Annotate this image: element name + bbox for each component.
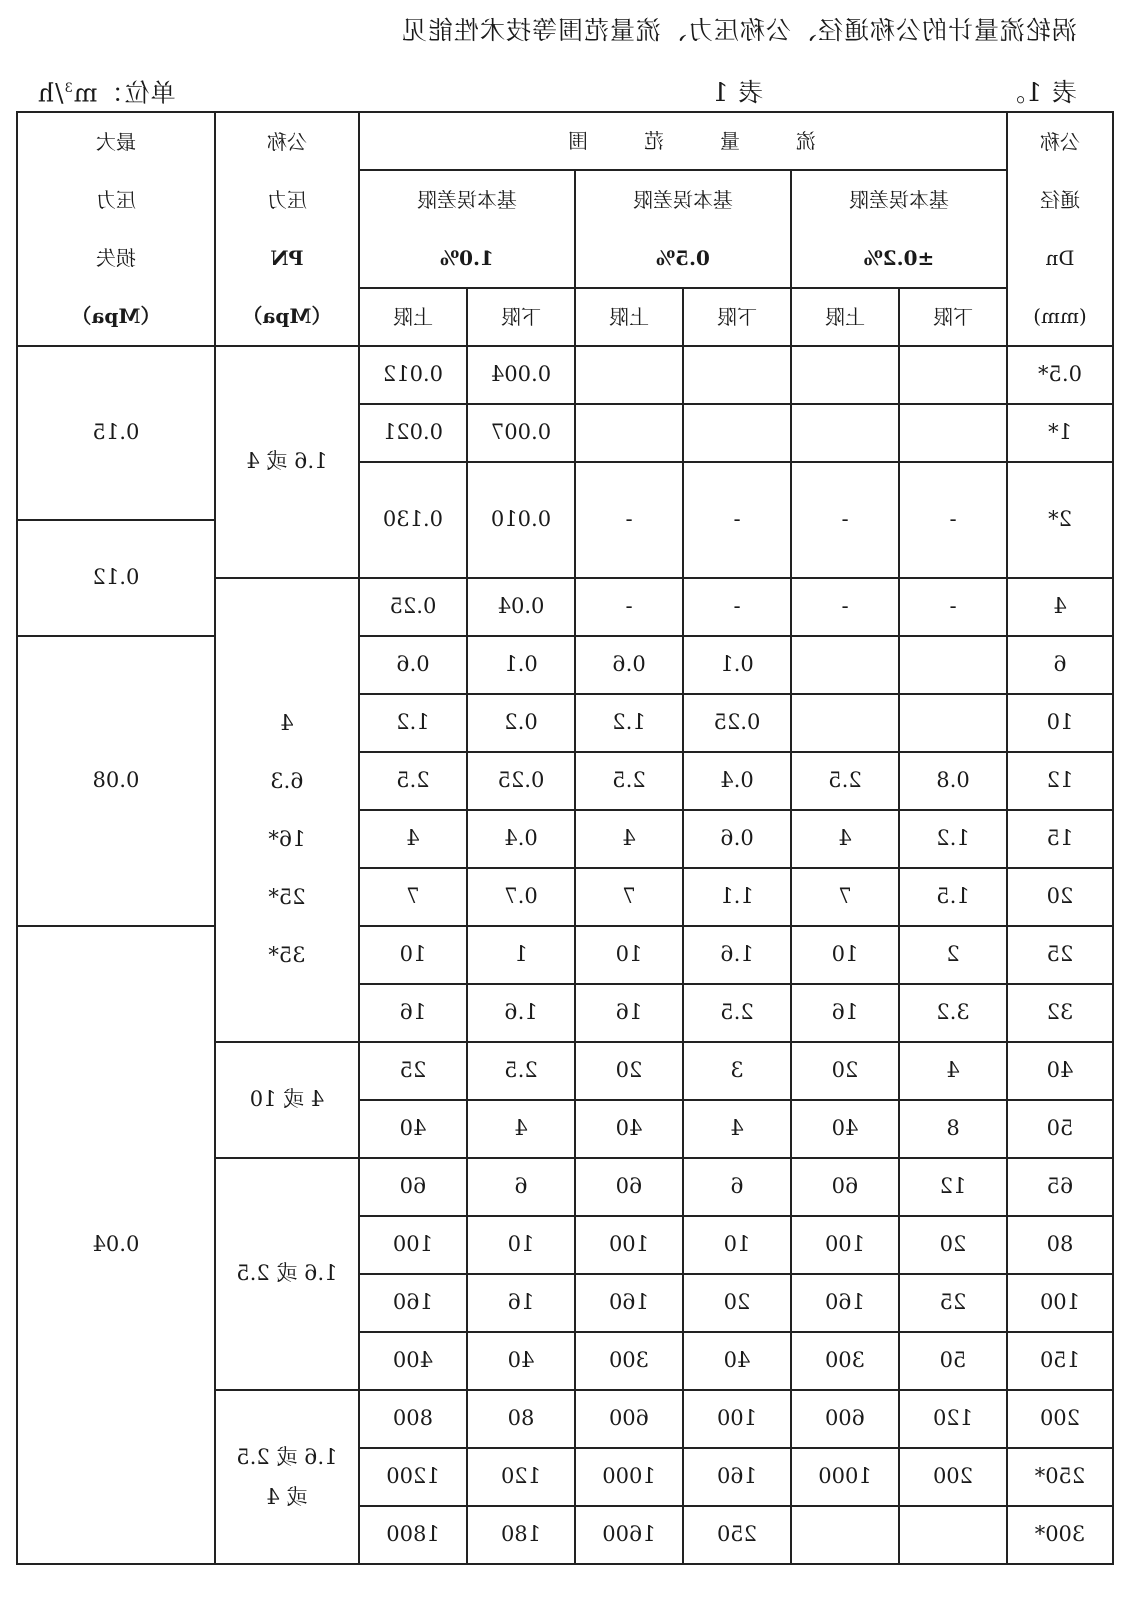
table-cell: - xyxy=(791,462,899,578)
table-cell: 0.6 xyxy=(359,636,467,694)
table-cell: 15 xyxy=(1007,810,1113,868)
table-cell: 80 xyxy=(467,1390,575,1448)
table-cell xyxy=(683,346,791,404)
table-cell: 32 xyxy=(1007,984,1113,1042)
table-cell: 2.5 xyxy=(791,752,899,810)
table-cell: 20 xyxy=(1007,868,1113,926)
table-row xyxy=(17,926,1113,984)
pn-group-5: 1.6 或 2.5 或 4 xyxy=(215,1390,359,1564)
table-cell: 0.7 xyxy=(467,868,575,926)
table-cell: 160 xyxy=(575,1274,683,1332)
table-cell: 300 xyxy=(575,1332,683,1390)
table-cell: 1 xyxy=(467,926,575,984)
table-cell xyxy=(899,1506,1007,1564)
table-cell: 80 xyxy=(1007,1216,1113,1274)
intro-line-1: 涡轮流量计的公称通径、公称压力、流量范围等技术性能见 xyxy=(400,16,1077,45)
table-cell: 0.04 xyxy=(467,578,575,636)
table-cell: 100 xyxy=(1007,1274,1113,1332)
table-cell: 300* xyxy=(1007,1506,1113,1564)
intro-table-reference: 表 1。 xyxy=(999,78,1077,108)
header-upper: 上限 xyxy=(575,288,683,346)
table-cell: 4 xyxy=(359,810,467,868)
table-cell: 50 xyxy=(1007,1100,1113,1158)
pn-group-2: 4 6.3 16* 25* 35* xyxy=(215,578,359,1042)
loss-group-4: 0.04 xyxy=(17,926,215,1564)
table-cell: 7 xyxy=(575,868,683,926)
table-cell: - xyxy=(899,462,1007,578)
table-cell: 60 xyxy=(575,1158,683,1216)
table-cell: 16 xyxy=(791,984,899,1042)
header-lower: 下限 xyxy=(683,288,791,346)
table-cell: 7 xyxy=(791,868,899,926)
table-cell: 0.4 xyxy=(683,752,791,810)
table-cell: 1800 xyxy=(359,1506,467,1564)
intro-text xyxy=(37,2,1077,122)
table-cell: 0.1 xyxy=(467,636,575,694)
table-cell: 0.6 xyxy=(575,636,683,694)
header-lower: 下限 xyxy=(899,288,1007,346)
table-cell: 250* xyxy=(1007,1448,1113,1506)
table-cell: 2 xyxy=(899,926,1007,984)
table-cell: 3.2 xyxy=(899,984,1007,1042)
table-cell: 1.2 xyxy=(359,694,467,752)
table-cell: - xyxy=(683,462,791,578)
table-cell: 10 xyxy=(359,926,467,984)
table-cell: 4 xyxy=(899,1042,1007,1100)
table-caption: 表 1 xyxy=(711,78,764,108)
table-cell: 0.004 xyxy=(467,346,575,404)
table-cell: 2.5 xyxy=(467,1042,575,1100)
table-cell: 12 xyxy=(1007,752,1113,810)
table-cell: 10 xyxy=(575,926,683,984)
table-cell: 10 xyxy=(683,1216,791,1274)
table-cell: 160 xyxy=(359,1274,467,1332)
table-cell: 1.6 xyxy=(467,984,575,1042)
table-cell: 6 xyxy=(467,1158,575,1216)
table-cell: 600 xyxy=(791,1390,899,1448)
table-cell xyxy=(791,636,899,694)
table-cell xyxy=(575,346,683,404)
table-cell: 40 xyxy=(359,1100,467,1158)
table-cell xyxy=(899,694,1007,752)
table-cell: 4 xyxy=(683,1100,791,1158)
table-cell: 250 xyxy=(683,1506,791,1564)
table-cell: 0.5* xyxy=(1007,346,1113,404)
unit-label: 单位：$m^3/h$ xyxy=(37,78,176,108)
table-cell: 180 xyxy=(467,1506,575,1564)
header-flow-range: 流 量 范 围 xyxy=(359,112,1007,170)
table-cell: 100 xyxy=(791,1216,899,1274)
table-cell: 0.130 xyxy=(359,462,467,578)
table-cell: 4 xyxy=(1007,578,1113,636)
table-cell xyxy=(791,694,899,752)
table-cell: 65 xyxy=(1007,1158,1113,1216)
table-row xyxy=(17,636,1113,694)
table-cell xyxy=(899,636,1007,694)
header-upper: 上限 xyxy=(359,288,467,346)
pn-group-4: 1.6 或 2.5 xyxy=(215,1158,359,1390)
table-cell: 0.007 xyxy=(467,404,575,462)
loss-group-3: 0.08 xyxy=(17,636,215,926)
header-upper: 上限 xyxy=(791,288,899,346)
table-cell: 16 xyxy=(467,1274,575,1332)
table-cell: 200 xyxy=(899,1448,1007,1506)
table-cell: 120 xyxy=(467,1448,575,1506)
table-cell: 400 xyxy=(359,1332,467,1390)
table-cell: 40 xyxy=(1007,1042,1113,1100)
table-cell: 1.1 xyxy=(683,868,791,926)
table-cell: 3 xyxy=(683,1042,791,1100)
table-cell: - xyxy=(575,462,683,578)
table-cell: 0.25 xyxy=(467,752,575,810)
pn-group-1: 1.6 或 4 xyxy=(215,346,359,578)
table-cell: 4 xyxy=(575,810,683,868)
table-cell: 25 xyxy=(899,1274,1007,1332)
table-cell: - xyxy=(683,578,791,636)
table-cell: 800 xyxy=(359,1390,467,1448)
table-cell: 60 xyxy=(359,1158,467,1216)
header-accuracy-0.2: 基本误差限 ±0.2% xyxy=(791,170,1007,288)
header-max-loss: 最大 压力 损失 （Mpa） xyxy=(17,112,215,346)
header-dn: 公称 通径 Dn (mm) xyxy=(1007,112,1113,346)
table-cell xyxy=(575,404,683,462)
table-cell: 2* xyxy=(1007,462,1113,578)
table-cell: 10 xyxy=(467,1216,575,1274)
table-cell: 0.010 xyxy=(467,462,575,578)
header-lower: 下限 xyxy=(467,288,575,346)
table-cell: 2.5 xyxy=(575,752,683,810)
table-cell: 0.1 xyxy=(683,636,791,694)
table-cell: 0.012 xyxy=(359,346,467,404)
table-cell: 0.4 xyxy=(467,810,575,868)
table-cell: 160 xyxy=(791,1274,899,1332)
table-cell: 10 xyxy=(1007,694,1113,752)
header-accuracy-0.5: 基本误差限 0.5% xyxy=(575,170,791,288)
table-cell: 4 xyxy=(791,810,899,868)
loss-group-1: 0.15 xyxy=(17,346,215,520)
table-cell: 2.5 xyxy=(359,752,467,810)
table-cell: 300 xyxy=(791,1332,899,1390)
table-cell xyxy=(791,1506,899,1564)
table-cell: 4 xyxy=(467,1100,575,1158)
table-cell: - xyxy=(575,578,683,636)
table-cell: 40 xyxy=(467,1332,575,1390)
table-cell: - xyxy=(899,578,1007,636)
table-cell: 25 xyxy=(1007,926,1113,984)
table-cell: 20 xyxy=(791,1042,899,1100)
header-accuracy-1.0: 基本误差限 1.0% xyxy=(359,170,575,288)
table-cell: 100 xyxy=(359,1216,467,1274)
table-cell: 0.6 xyxy=(683,810,791,868)
table-cell: 1000 xyxy=(575,1448,683,1506)
table-cell: 12 xyxy=(899,1158,1007,1216)
table-cell: 1000 xyxy=(791,1448,899,1506)
table-cell: 6 xyxy=(683,1158,791,1216)
table-cell: 0.021 xyxy=(359,404,467,462)
table-cell: 1* xyxy=(1007,404,1113,462)
table-cell: 25 xyxy=(359,1042,467,1100)
table-cell: 120 xyxy=(899,1390,1007,1448)
table-cell: 16 xyxy=(359,984,467,1042)
table-cell: 200 xyxy=(1007,1390,1113,1448)
table-cell: 1200 xyxy=(359,1448,467,1506)
table-cell: 7 xyxy=(359,868,467,926)
table-cell: 100 xyxy=(575,1216,683,1274)
table-cell: 20 xyxy=(683,1274,791,1332)
table-cell xyxy=(791,404,899,462)
table-cell: 0.2 xyxy=(467,694,575,752)
table-cell: 16 xyxy=(575,984,683,1042)
flow-meter-spec-table xyxy=(16,111,1114,1565)
table-cell: 100 xyxy=(683,1390,791,1448)
table-cell: 1.2 xyxy=(575,694,683,752)
table-cell xyxy=(791,346,899,404)
table-cell: 1600 xyxy=(575,1506,683,1564)
table-cell xyxy=(683,404,791,462)
table-cell: 8 xyxy=(899,1100,1007,1158)
table-cell: 0.25 xyxy=(359,578,467,636)
table-cell: 40 xyxy=(683,1332,791,1390)
pn-group-3: 4 或 10 xyxy=(215,1042,359,1158)
table-cell: 2.5 xyxy=(683,984,791,1042)
table-cell: 1.6 xyxy=(683,926,791,984)
table-cell: 160 xyxy=(683,1448,791,1506)
table-cell: 0.25 xyxy=(683,694,791,752)
table-cell: 60 xyxy=(791,1158,899,1216)
table-cell: 50 xyxy=(899,1332,1007,1390)
table-cell: - xyxy=(791,578,899,636)
table-cell: 150 xyxy=(1007,1332,1113,1390)
header-pn: 公称 压力 PN （Mpa） xyxy=(215,112,359,346)
table-cell: 20 xyxy=(575,1042,683,1100)
table-cell: 1.5 xyxy=(899,868,1007,926)
table-row xyxy=(17,346,1113,404)
table-cell xyxy=(899,404,1007,462)
table-cell xyxy=(899,346,1007,404)
table-cell: 40 xyxy=(575,1100,683,1158)
table-cell: 20 xyxy=(899,1216,1007,1274)
table-cell: 40 xyxy=(791,1100,899,1158)
table-cell: 600 xyxy=(575,1390,683,1448)
table-cell: 10 xyxy=(791,926,899,984)
loss-group-2: 0.12 xyxy=(17,520,215,636)
table-cell: 0.8 xyxy=(899,752,1007,810)
table-cell: 1.2 xyxy=(899,810,1007,868)
table-cell: 6 xyxy=(1007,636,1113,694)
